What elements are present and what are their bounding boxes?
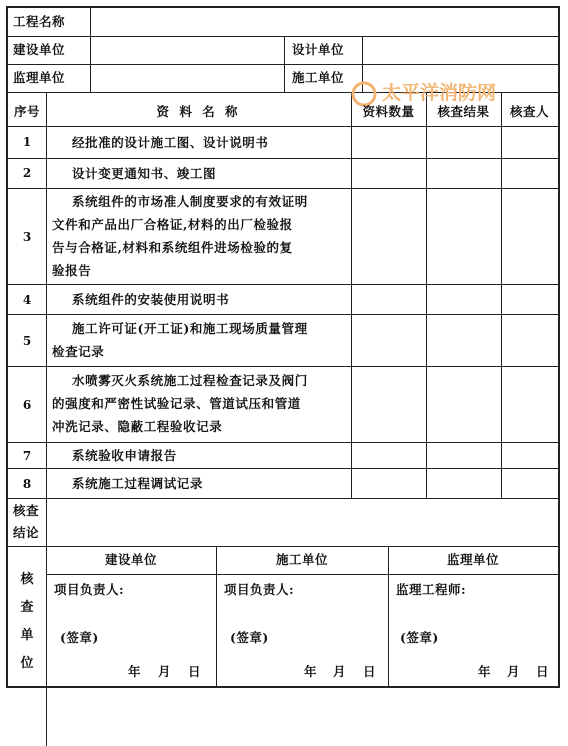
date-month: 月	[507, 664, 521, 679]
builder-label: 建设单位	[13, 42, 66, 57]
sign-label-char: 单	[20, 628, 34, 643]
date-day: 日	[363, 664, 377, 679]
item-no: 2	[22, 166, 32, 180]
item-text: 设计变更通知书、竣工图	[72, 166, 217, 181]
item-no: 8	[22, 477, 32, 491]
conclusion-label: 结论	[13, 525, 40, 540]
designer-label: 设计单位	[292, 42, 345, 57]
signer-person: 监理工程师:	[396, 582, 467, 597]
item-text: 告与合格证,材料和系统组件进场检验的复	[52, 240, 293, 255]
item-text: 系统验收申请报告	[72, 448, 177, 463]
item-text: 经批准的设计施工图、设计说明书	[72, 135, 269, 150]
conclusion-label: 核查	[13, 503, 40, 518]
item-text: 水喷雾灭火系统施工过程检查记录及阀门	[72, 373, 308, 388]
date-month: 月	[333, 664, 347, 679]
col-checker-header: 核查人	[509, 104, 549, 119]
signer-seal: (签章)	[60, 630, 99, 645]
project-name-label: 工程名称	[13, 14, 66, 29]
item-text: 检查记录	[52, 344, 105, 359]
col-result-header: 核查结果	[437, 104, 490, 119]
item-text: 系统组件的安装使用说明书	[72, 292, 230, 307]
supervisor-label: 监理单位	[13, 70, 66, 85]
signer-person: 项目负责人:	[224, 582, 295, 597]
sign-label-char: 位	[20, 656, 34, 671]
item-no: 4	[22, 293, 32, 307]
date-year: 年	[128, 664, 142, 679]
date-year: 年	[304, 664, 318, 679]
date-day: 日	[536, 664, 550, 679]
item-text: 文件和产品出厂合格证,材料的出厂检验报	[52, 217, 293, 232]
signer-unit: 建设单位	[104, 552, 157, 567]
item-no: 5	[22, 334, 32, 348]
item-no: 3	[22, 230, 32, 244]
item-text: 验报告	[52, 263, 92, 278]
item-text: 系统组件的市场准人制度要求的有效证明	[72, 194, 308, 209]
signer-person: 项目负责人:	[54, 582, 125, 597]
watermark-mark-icon	[353, 83, 375, 105]
item-no: 1	[22, 135, 32, 149]
col-count-header: 资料数量	[362, 104, 415, 119]
signer-seal: (签章)	[400, 630, 439, 645]
item-text: 施工许可证(开工证)和施工现场质量管理	[72, 321, 308, 336]
item-text: 系统施工过程调试记录	[72, 476, 204, 491]
sign-label-char: 核	[20, 572, 34, 587]
signer-seal: (签章)	[230, 630, 269, 645]
date-year: 年	[478, 664, 492, 679]
col-name-header: 资 料 名 称	[156, 104, 241, 119]
item-text: 冲洗记录、隐蔽工程验收记录	[52, 419, 223, 434]
item-no: 7	[22, 449, 32, 463]
watermark-text: 太平洋消防网	[382, 82, 497, 104]
date-day: 日	[188, 664, 202, 679]
item-text: 的强度和严密性试验记录、管道试压和管道	[52, 396, 301, 411]
item-no: 6	[22, 398, 32, 412]
signer-unit: 监理单位	[446, 552, 499, 567]
date-month: 月	[158, 664, 172, 679]
col-no-header: 序号	[13, 104, 40, 119]
constructor-label: 施工单位	[292, 70, 345, 85]
sign-label-char: 查	[20, 600, 34, 615]
signer-unit: 施工单位	[275, 552, 328, 567]
inspection-form	[6, 6, 560, 688]
